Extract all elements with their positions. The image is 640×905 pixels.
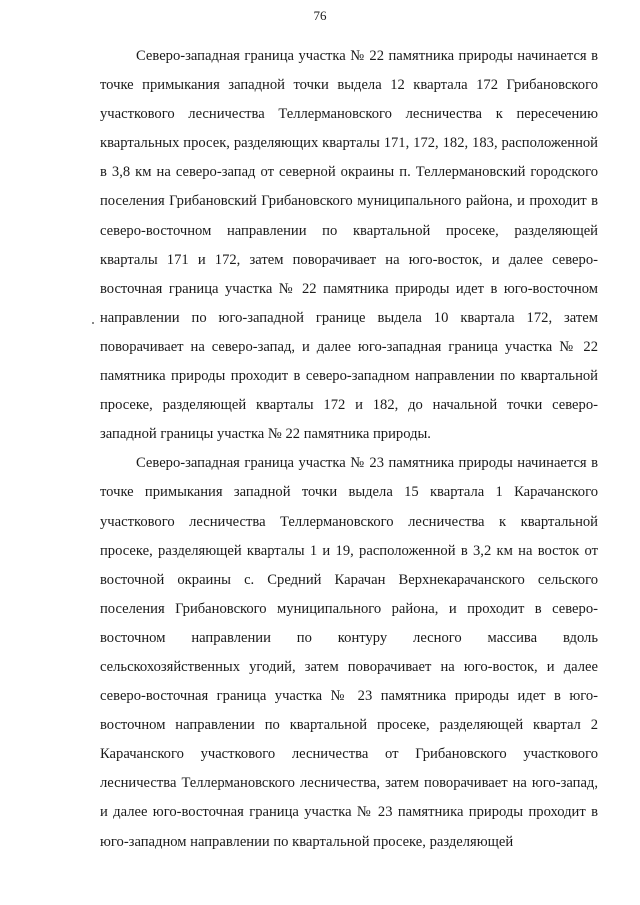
paragraph-section-22: Северо-западная граница участка № 22 памятника природы начинается в точке примыкания западной точки выдела 12 квартала 172 Грибановского участкового лесничества Теллермановского лесничества к пересечению квартальных просек, разделяющих кварталы 171, 172, 182, 183, расположенной в 3,8 км на северо-запад от северной окраины п. Теллермановский городского поселения Грибановский Грибановского муниципального района, и проходит в северо-восточном направлении по квартальной просеке, разделяющей кварталы 171 и 172, затем поворачивает на юго-восток, и далее северо-восточная граница участка № 22 памятника природы идет в юго-восточном направлении по юго-западной границе выдела 10 квартала 172, затем поворачивает на северо-запад, и далее юго-западная граница участка № 22 памятника природы проходит в северо-западном направлении по квартальной просеке, разделяющей кварталы 172 и 182, до начальной точки северо-западной границы участка № 22 памятника природы. bbox=[100, 48, 598, 443]
paragraph-section-23: Северо-западная граница участка № 23 памятника природы начинается в точке примыкания западной точки выдела 15 квартала 1 Карачанского участкового лесничества Теллермановского лесничества к квартальной просеке, разделяющей кварталы 1 и 19, расположенной в 3,2 км на восток от восточной окраины с. Средний Карачан Верхнекарачанского сельского поселения Грибановского муниципального района, и проходит в северо-восточном направлении по контуру лесного массива вдоль сельскохозяйственных угодий, затем поворачивает на юго-восток, и далее северо-восточная граница участка № 23 памятника природы идет в юго-восточном направлении по квартальной просеке, разделяющей квартал 2 Карачанского участкового лесничества от Грибановского участкового лесничества Теллермановского лесничества, затем поворачивает на юго-запад, и далее юго-восточная граница участка № 23 памятника природы проходит в юго-западном направлении по квартальной просеке, разделяющей bbox=[100, 455, 598, 850]
page-number: 76 bbox=[313, 8, 327, 23]
margin-mark bbox=[92, 322, 94, 324]
document-body bbox=[100, 42, 598, 857]
